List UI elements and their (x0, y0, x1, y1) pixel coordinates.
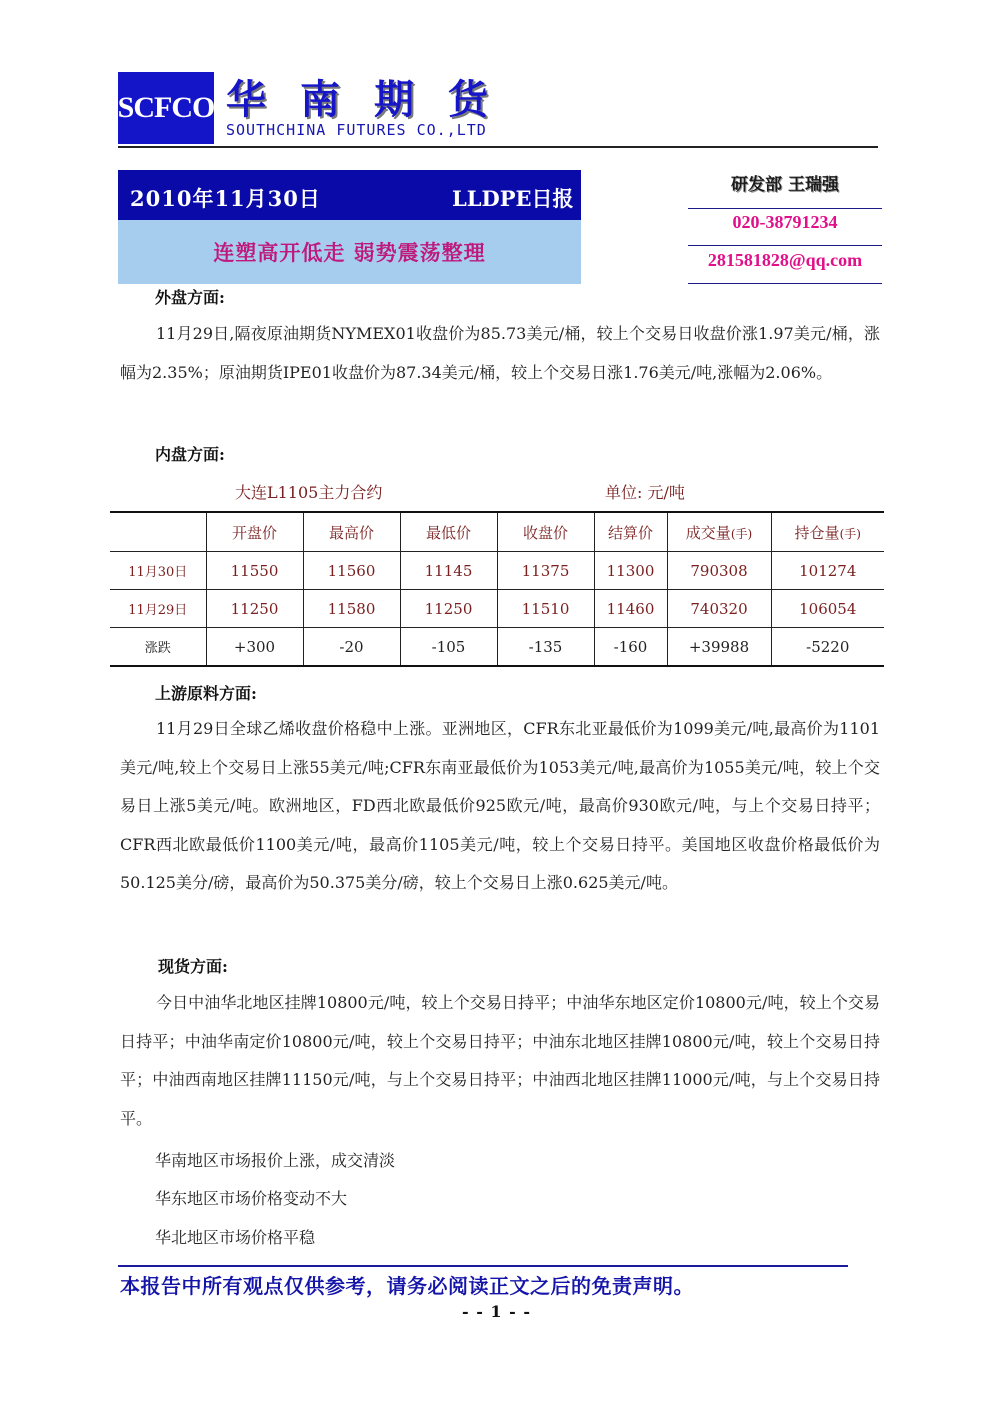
table-cell: +300 (206, 628, 303, 667)
table-header-unit: (手) (839, 526, 861, 541)
table-row (110, 552, 884, 590)
section-text-external: 11月29日,隔夜原油期货NYMEX01收盘价为85.73美元/桶，较上个交易日收盘价涨1.97美元/桶，涨幅为2.35%；原油期货IPE01收盘价为87.34美元/桶，较上个交易日涨1.76美元/吨,涨幅为2.06%。 (120, 324, 880, 382)
contact-divider (688, 283, 882, 284)
table-row-label: 涨跌 (110, 628, 206, 667)
contact-department: 研发部 王瑞强 (731, 175, 839, 195)
table-cell: +39988 (667, 628, 771, 667)
disclaimer: 本报告中所有观点仅供参考，请务必阅读正文之后的免责声明。 (120, 1274, 694, 1298)
contact-email: 281581828@qq.com (707, 250, 863, 270)
contact-divider (688, 245, 882, 246)
contract-name: 大连L1105主力合约 (235, 483, 383, 502)
report-type: LLDPE日报 (452, 186, 574, 211)
company-name-cn: 华南期货 (226, 76, 522, 123)
table-row-label: 11月29日 (110, 590, 206, 628)
report-date: 2010年11月30日 (130, 186, 321, 211)
price-table (110, 511, 884, 667)
table-cell: 11560 (303, 552, 400, 590)
spot-summary-line: 华南地区市场报价上涨，成交清淡 (155, 1151, 396, 1170)
table-row-label: 11月30日 (110, 552, 206, 590)
table-cell: 11375 (497, 552, 594, 590)
table-cell: 11580 (303, 590, 400, 628)
table-cell: -160 (594, 628, 667, 667)
table-cell: 740320 (667, 590, 771, 628)
table-header-cell (771, 512, 884, 552)
table-cell: 106054 (771, 590, 884, 628)
table-cell: -20 (303, 628, 400, 667)
table-cell: -5220 (771, 628, 884, 667)
section-heading-upstream: 上游原料方面: (155, 684, 257, 703)
table-header-cell: 最低价 (400, 512, 497, 552)
table-header-unit: (手) (730, 526, 753, 541)
table-cell: 11145 (400, 552, 497, 590)
table-header-label: 成交量 (685, 523, 731, 542)
section-text-upstream: 11月29日全球乙烯收盘价格稳中上涨。亚洲地区，CFR东北亚最低价为1099美元/吨,最高价为1101美元/吨,较上个交易日上涨55美元/吨;CFR东南亚最低价为1053美元/吨,最高价为1055美元/吨，较上个交易日上涨5美元/吨。欧洲地区，FD西北欧最低价925欧元/吨，最高价930欧元/吨，与上个交易日持平；CFR西北欧最低价1100美元/吨，最高价1105美元/吨，较上个交易日持平。美国地区收盘价格最低价为50.125美分/磅，最高价为50.375美分/磅，较上个交易日上涨0.625美元/吨。 (120, 719, 880, 892)
table-cell: 790308 (667, 552, 771, 590)
table-cell: 11460 (594, 590, 667, 628)
section-heading-spot: 现货方面: (158, 957, 228, 976)
contact-phone: 020-38791234 (732, 212, 838, 232)
table-cell: 11250 (400, 590, 497, 628)
spot-summary-line: 华东地区市场价格变动不大 (155, 1189, 348, 1208)
table-cell: 11510 (497, 590, 594, 628)
company-name-en: SOUTHCHINA FUTURES CO.,LTD (226, 121, 487, 139)
section-text-spot: 今日中油华北地区挂牌10800元/吨，较上个交易日持平；中油华东地区定价10800元/吨，较上个交易日持平；中油华南定价10800元/吨，较上个交易日持平；中油东北地区挂牌10800元/吨，较上个交易日持平；中油西南地区挂牌11150元/吨，与上个交易日持平；中油西北地区挂牌11000元/吨，与上个交易日持平。 (120, 993, 880, 1128)
report-headline: 连塑高开低走 弱势震荡整理 (118, 220, 581, 284)
table-header-cell: 结算价 (594, 512, 667, 552)
price-unit: 单位: 元/吨 (605, 483, 685, 502)
table-cell: -135 (497, 628, 594, 667)
table-row (110, 628, 884, 667)
table-header-cell: 收盘价 (497, 512, 594, 552)
spot-summary-line: 华北地区市场价格平稳 (155, 1228, 316, 1247)
table-cell: 101274 (771, 552, 884, 590)
table-cell: 11300 (594, 552, 667, 590)
header-divider (118, 146, 878, 148)
section-heading-external: 外盘方面: (155, 288, 225, 307)
page-number: - - 1 - - (462, 1302, 531, 1321)
company-logo: SCFCO (118, 72, 214, 144)
table-header-cell: 最高价 (303, 512, 400, 552)
section-heading-domestic: 内盘方面: (155, 445, 225, 464)
table-header-cell: 开盘价 (206, 512, 303, 552)
table-header-cell (667, 512, 771, 552)
table-row (110, 590, 884, 628)
report-title-bar (118, 170, 581, 220)
table-header-label: 持仓量 (794, 523, 840, 542)
footer-divider (118, 1265, 848, 1267)
table-header-cell (110, 512, 206, 552)
table-cell: -105 (400, 628, 497, 667)
table-cell: 11250 (206, 590, 303, 628)
table-cell: 11550 (206, 552, 303, 590)
contact-divider (688, 208, 882, 209)
